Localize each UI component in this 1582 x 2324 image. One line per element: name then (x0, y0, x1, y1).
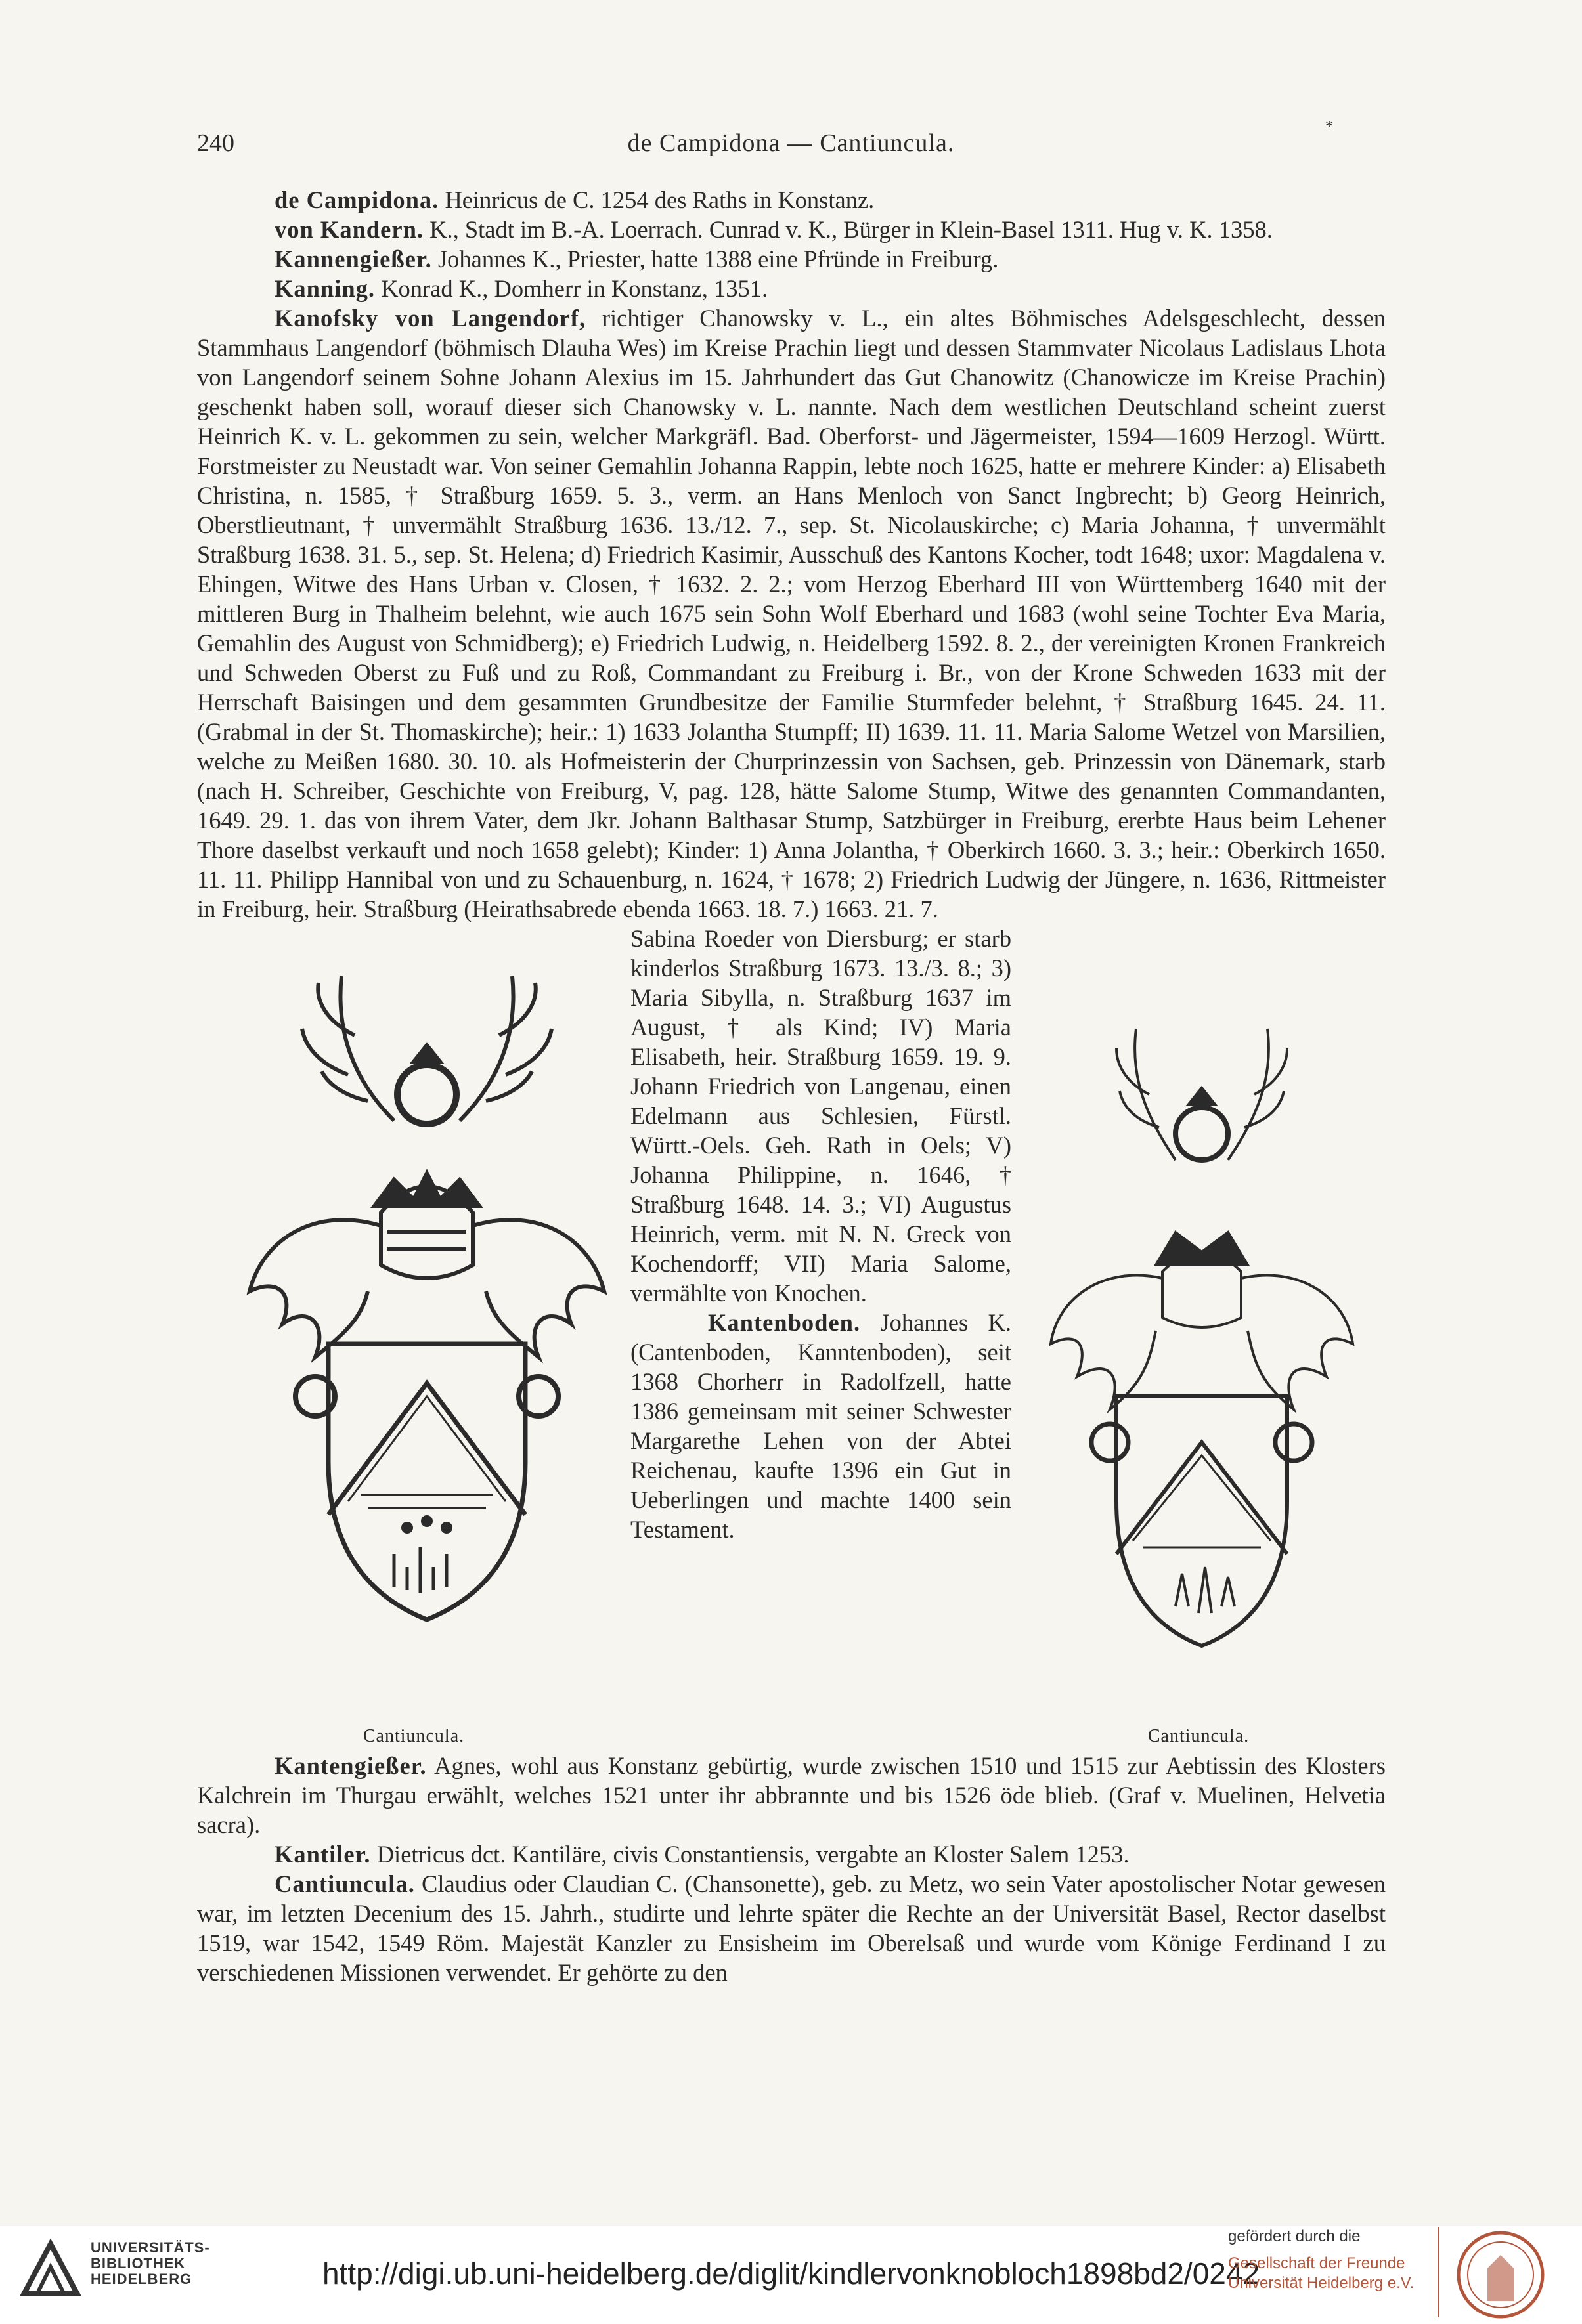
entry-cantiuncula (197, 1869, 1386, 1987)
footer-divider (1438, 2227, 1439, 2317)
entry-text: Agnes, wohl aus Konstanz gebürtig, wurde zwischen 1510 und 1515 zur Aebtissin des Klosters Kalchrein im Thurgau erwählt, welches 1521 unter ihr abbrannte und bis 1526 öde blieb. (Graf v. Muelinen, Helvetia sacra). (197, 1752, 1386, 1838)
headword: Cantiuncula. (275, 1870, 415, 1897)
friends-line: Universität Heidelberg e.V. (1228, 2274, 1415, 2292)
heraldic-crest-icon (197, 924, 617, 1711)
headword: Kannengießer. (275, 246, 432, 272)
figure-caption-left: Cantiuncula. (363, 1726, 465, 1746)
entry-text: Claudius oder Claudian C. (Chansonette), geb. zu Metz, wo sein Vater apostolischer Notar gewesen war, im letzten Decenium des 15. Jahrh., studirte und lehrte später die Rechte an der Universität Basel, Rector daselbst 1519, war 1542, 1549 Röm. Majestät Kanzler zu Ensisheim im Oberelsaß und wurde vom Könige Ferdinand I zu verschiedenen Missionen verwendet. Er gehörte zu den (197, 1870, 1386, 1986)
coat-of-arms-right (1011, 924, 1386, 1751)
figure-text-block (197, 924, 1386, 1751)
kanofsky-continuation: Sabina Roeder von Diersburg; er starb kinderlos Straßburg 1673. 13./3. 8.; 3) Maria Sibylla, n. Straßburg 1637 im August, † als Kind; IV) Maria Elisabeth, heir. Straßburg 1659. 19. 9. Johann Friedrich von Langenau, einen Edelmann aus Schlesien, Fürstl. Württ.-Oels. Geh. Rath in Oels; V) Johanna Philippine, n. 1646, † Straßburg 1648. 14. 3.; VI) Augustus Heinrich, verm. mit N. N. Greck von Kochendorff; VII) Maria Salome, vermählte von Knochen. (630, 925, 1011, 1306)
entry-text: Heinricus de C. 1254 des Raths in Konstanz. (439, 186, 875, 213)
figure-caption-right: Cantiuncula. (1147, 1726, 1250, 1746)
friends-society (1228, 2254, 1414, 2293)
library-name-line: UNIVERSITÄTS- (91, 2239, 210, 2256)
funded-by-label: gefördert durch die (1228, 2227, 1361, 2245)
entry-kandern (197, 215, 1386, 244)
page-number: 240 (197, 129, 234, 157)
university-seal-icon (1455, 2229, 1547, 2321)
library-name-line: HEIDELBERG (91, 2271, 192, 2287)
library-name-line: BIBLIOTHEK (91, 2255, 186, 2271)
page-body (197, 185, 1386, 1987)
entry-kannengiesser (197, 244, 1386, 274)
entry-kanofsky (197, 303, 1386, 924)
running-head: de Campidona — Cantiuncula. (627, 129, 955, 157)
entry-text: Johannes K. (Cantenboden, Kanntenboden), seit 1368 Chorherr in Radolfzell, hatte 1386 gemeinsam mit seiner Schwester Margarethe Lehen von der Abtei Reichenau, kaufte 1396 ein Gut in Ueberlingen und machte 1400 sein Testament. (630, 1309, 1011, 1543)
entry-text: K., Stadt im B.-A. Loerrach. Cunrad v. K., Bürger in Klein-Basel 1311. Hug v. K. 1358. (424, 216, 1273, 243)
page-mark: * (1325, 118, 1333, 135)
entry-text: Dietricus dct. Kantiläre, civis Constantiensis, vergabte an Kloster Salem 1253. (370, 1841, 1130, 1868)
entry-kantiler (197, 1840, 1386, 1869)
headword: von Kandern. (275, 216, 424, 243)
entry-kanning (197, 274, 1386, 303)
friends-line: Gesellschaft der Freunde (1228, 2254, 1405, 2272)
permalink[interactable]: http://digi.ub.uni-heidelberg.de/diglit/kindlervonknobloch1898bd2/0242 (322, 2256, 1260, 2291)
headword: Kantengießer. (275, 1752, 427, 1779)
entry-kantengiesser (197, 1751, 1386, 1840)
entry-campidona (197, 185, 1386, 215)
coat-of-arms-left (197, 924, 630, 1751)
entry-text: Konrad K., Domherr in Konstanz, 1351. (375, 275, 768, 302)
headword: Kanofsky von Langendorf, (275, 305, 586, 332)
headword: de Campidona. (275, 186, 439, 213)
heraldic-crest-icon (1011, 924, 1379, 1711)
headword: Kantiler. (275, 1841, 371, 1868)
entry-text: Johannes K., Priester, hatte 1388 eine Pfründe in Freiburg. (431, 246, 999, 272)
headword: Kanning. (275, 275, 376, 302)
entry-text: richtiger Chanowsky v. L., ein altes Böhmisches Adelsgeschlecht, dessen Stammhaus Langendorf (böhmisch Dlauha Wes) im Kreise Prachin liegt und dessen Stammvater Nicolaus Ladislaus Lhota von Langendorf seinem Sohne Johann Alexius im 15. Jahrhundert das Gut Chanowitz (Chanowicze im Kreise Prachin) geschenkt haben soll, worauf dieser sich Chanowsky v. L. nannte. Nach dem westlichen Deutschland scheint zuerst Heinrich K. v. L. gekommen zu sein, welcher Markgräfl. Bad. Oberforst- und Jägermeister, 1594—1609 Herzogl. Württ. Forstmeister zu Neustadt war. Von seiner Gemahlin Johanna Rappin, lebte noch 1625, hatte er mehrere Kinder: a) Elisabeth Christina, n. 1585, † Straßburg 1659. 5. 3., verm. an Hans Menloch von Sanct Ingbrecht; b) Georg Heinrich, Oberstlieutnant, † unvermählt Straßburg 1636. 13./12. 7., sep. St. Nicolauskirche; c) Maria Johanna, † unvermählt Straßburg 1638. 31. 5., sep. St. Helena; d) Friedrich Kasimir, Ausschuß des Kantons Kocher, todt 1648; uxor: Magdalena v. Ehingen, Witwe des Hans Urban v. Closen, † 1632. 2. 2.; vom Herzog Eberhard III von Württemberg 1640 mit der mittleren Burg in Thalheim belehnt, wie auch 1675 sein Sohn Wolf Eberhard und 1683 (wohl seine Tochter Eva Maria, Gemahlin des August von Schmidberg); e) Friedrich Ludwig, n. Heidelberg 1592. 8. 2., der vereinigten Kronen Frankreich und Schweden Oberst zu Fuß und zu Roß, Commandant zu Freiburg i. Br., von der Krone Schweden 1633 mit der Herrschaft Baisingen und dem gesammten Grundbesitze der Familie Sturmfeder belehnt, † Straßburg 1645. 24. 11. (Grabmal in der St. Thomaskirche); heir.: 1) 1633 Jolantha Stumpff; II) 1639. 11. 11. Maria Salome Wetzel von Marsilien, welche zu Meißen 1680. 30. 10. als Hofmeisterin der Churprinzessin von Sachsen, geb. Prinzessin von Dänemark, starb (nach H. Schreiber, Geschichte von Freiburg, V, pag. 128, hätte Salome Stump, Witwe des genannten Commandanten, 1649. 29. 1. das von ihrem Vater, dem Jkr. Johann Balthasar Stump, Satzbürger in Freiburg, ererbte Haus beim Lehener Thore daselbst verkauft und noch 1658 gelebt); Kinder: 1) Anna Jolantha, † Oberkirch 1660. 3. 3.; heir.: Oberkirch 1650. 11. 11. Philipp Hannibal von und zu Schauenburg, n. 1624, † 1678; 2) Friedrich Ludwig der Jüngere, n. 1636, Rittmeister in Freiburg, heir. Straßburg (Heirathsabrede ebenda 1663. 18. 7.) 1663. 21. 7. (197, 305, 1386, 922)
headword: Kantenboden. (708, 1309, 861, 1336)
